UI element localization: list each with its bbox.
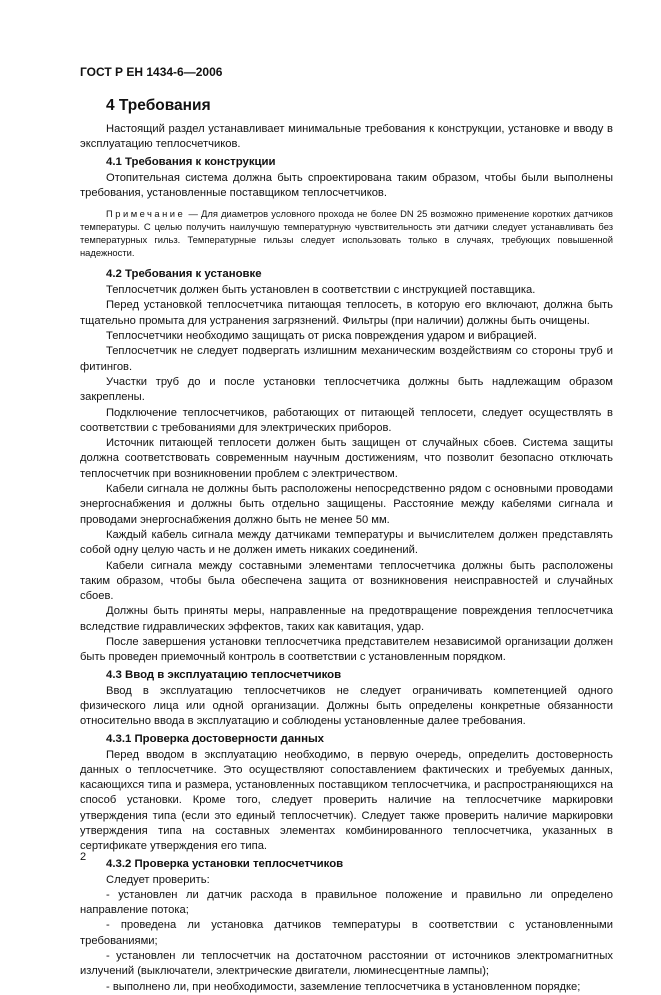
note-text: — Для диаметров условного прохода не более DN 25 возможно применение коротких датчиков температуры. С целью получить наилучшую температурную чувствительность эти датчики следует устанавливать без температурных гильз. Температурные гильзы следует использовать только в случаях, требующих повышенной надежности. [80, 208, 613, 259]
paragraph: Источник питающей теплосети должен быть защищен от случайных сбоев. Система защиты должна соответствовать современным научным достижениям, что позволит безопасно отключать теплосчетчик при возникновении проблем с электричеством. [80, 437, 613, 480]
paragraph: Кабели сигнала не должны быть расположены непосредственно рядом с основными проводами энергоснабжения и должны быть отдельно защищены. Расстояние между кабелями сигнала и проводами энергоснабжения должно быть не менее 50 мм. [80, 483, 613, 526]
subsection-title-4-3-1: 4.3.1 Проверка достоверности данных [106, 732, 325, 745]
paragraph: Отопительная система должна быть спроектирована таким образом, чтобы были выполнены требования, установленные поставщиком теплосчетчиков. [80, 171, 613, 199]
paragraph: Следует проверить: [106, 873, 210, 886]
note [80, 207, 613, 259]
paragraph: Настоящий раздел устанавливает минимальные требования к конструкции, установке и вводу в эксплуатацию теплосчетчиков. [80, 123, 613, 151]
note-label: Примечание [106, 208, 186, 220]
subsection-title-4-2: 4.2 Требования к установке [106, 268, 262, 281]
paragraph: Теплосчетчики необходимо защищать от риска повреждения ударом и вибрацией. [106, 330, 537, 343]
page-number: 2 [80, 851, 87, 863]
paragraph: Ввод в эксплуатацию теплосчетчиков не следует ограничивать компетенцией одного физического лица или одной организации. Должны быть определены конкретные обязанности относительно ввода в эксплуатацию и соблюдены установленные далее требования. [80, 684, 613, 728]
paragraph: После завершения установки теплосчетчика представителем независимой организации должен быть проведен приемочный контроль в соответствии с установленным порядком. [80, 636, 613, 664]
list-item: - проведена ли установка датчиков температуры в соответствии с установленными требованиями; [80, 919, 613, 947]
section-title: 4 Требования [106, 97, 211, 114]
list-item: - установлен ли датчик расхода в правильное положение и правильно ли определено направление потока; [80, 888, 613, 917]
list-item: - установлен ли теплосчетчик на достаточном расстоянии от источников электромагнитных излучений (выключатели, электрические двигатели, люминесцентные лампы); [80, 950, 613, 978]
paragraph: Участки труб до и после установки теплосчетчика должны быть надлежащим образом закреплены. [80, 375, 613, 404]
page-content [80, 96, 613, 995]
paragraph: Кабели сигнала между составными элементами теплосчетчика должны быть расположены таким образом, чтобы была обеспечена защита от возникновения неисправностей и случайных сбоев. [80, 559, 613, 603]
paragraph: Каждый кабель сигнала между датчиками температуры и вычислителем должен представлять собой одну целую часть и не должен иметь никаких соединений. [80, 528, 613, 557]
paragraph: Подключение теплосчетчиков, работающих от питающей теплосети, следует осуществлять в соответствии с требованиями для электрических приборов. [80, 406, 613, 434]
paragraph: Перед установкой теплосчетчика питающая теплосеть, в которую его включают, должна быть тщательно промыта для устранения загрязнений. Фильтры (при наличии) должны быть очищены. [80, 299, 613, 327]
list-item: - выполнено ли, при необходимости, заземление теплосчетчика в установленном порядке; [106, 980, 581, 993]
subsection-title-4-1: 4.1 Требования к конструкции [106, 155, 276, 168]
paragraph: Должны быть приняты меры, направленные на предотвращение повреждения теплосчетчика вследствие гидравлических эффектов, таких как кавитация, удар. [80, 605, 613, 633]
paragraph: Перед вводом в эксплуатацию необходимо, в первую очередь, определить достоверность данных о теплосчетчике. Это осуществляют сопоставлением фактических и требуемых данных, касающихся типа и размера, установленных поставщиком теплосчетчика, и распространяющихся на способ установки. Кроме того, следует проверить наличие на теплосчетчике маркировки утверждения типа (если это единый теплосчетчик). Следует также проверить наличие маркировки утверждения типа на составных элементах комбинированного теплосчетчика, указанных в сертификате утверждения его типа. [80, 748, 613, 853]
subsection-title-4-3-2: 4.3.2 Проверка установки теплосчетчиков [106, 857, 344, 870]
subsection-title-4-3: 4.3 Ввод в эксплуатацию теплосчетчиков [106, 668, 342, 681]
document-header: ГОСТ Р ЕН 1434-6—2006 [80, 65, 223, 79]
paragraph: Теплосчетчик не следует подвергать излишним механическим воздействиям со стороны труб и фитингов. [80, 345, 613, 373]
paragraph: Теплосчетчик должен быть установлен в соответствии с инструкцией поставщика. [106, 284, 536, 297]
